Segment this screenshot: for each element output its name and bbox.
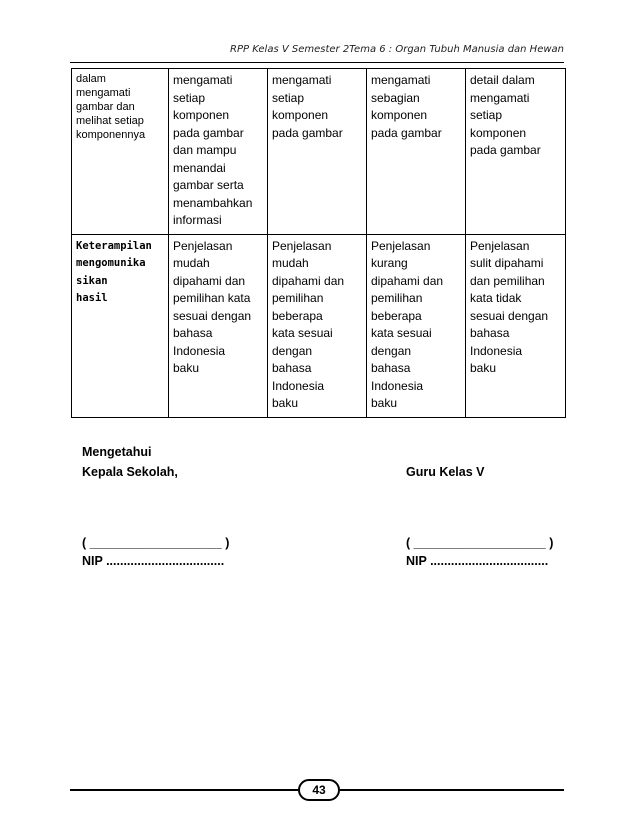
aspect-cell: dalam mengamati gambar dan melihat setiap komponennya — [72, 69, 169, 235]
principal-nip: NIP .................................. — [82, 554, 225, 568]
criteria-cell: Penjelasan sulit dipahami dan pemilihan kata tidak sesuai dengan bahasa Indonesia baku — [466, 234, 566, 417]
page-number: 43 — [298, 779, 340, 801]
teacher-nip: NIP .................................. — [406, 554, 549, 568]
criteria-cell: detail dalam mengamati setiap komponen pada gambar — [466, 69, 566, 235]
footer-rule-right — [340, 789, 564, 791]
assessment-rubric-table — [71, 68, 566, 418]
aspect-cell: Keterampilan mengomunika sikan hasil — [72, 234, 169, 417]
teacher-name-blank: ( ___________________ ) — [406, 536, 554, 550]
criteria-cell: mengamati setiap komponen pada gambar dan mampu menandai gambar serta menambahkan informasi — [169, 69, 268, 235]
acknowledged-label: Mengetahui — [82, 445, 152, 459]
criteria-cell: mengamati setiap komponen pada gambar — [268, 69, 367, 235]
table-row — [72, 234, 566, 417]
footer-rule-left — [70, 789, 298, 791]
principal-title: Kepala Sekolah, — [82, 465, 178, 479]
criteria-cell: Penjelasan mudah dipahami dan pemilihan beberapa kata sesuai dengan bahasa Indonesia baku — [268, 234, 367, 417]
table-row — [72, 69, 566, 235]
criteria-cell: Penjelasan mudah dipahami dan pemilihan kata sesuai dengan bahasa Indonesia baku — [169, 234, 268, 417]
teacher-title: Guru Kelas V — [406, 465, 485, 479]
header-divider — [70, 62, 564, 63]
principal-name-blank: ( ___________________ ) — [82, 536, 230, 550]
criteria-cell: mengamati sebagian komponen pada gambar — [367, 69, 466, 235]
page-header: RPP Kelas V Semester 2Tema 6 : Organ Tubuh Manusia dan Hewan — [230, 44, 564, 55]
criteria-cell: Penjelasan kurang dipahami dan pemilihan beberapa kata sesuai dengan bahasa Indonesia baku — [367, 234, 466, 417]
